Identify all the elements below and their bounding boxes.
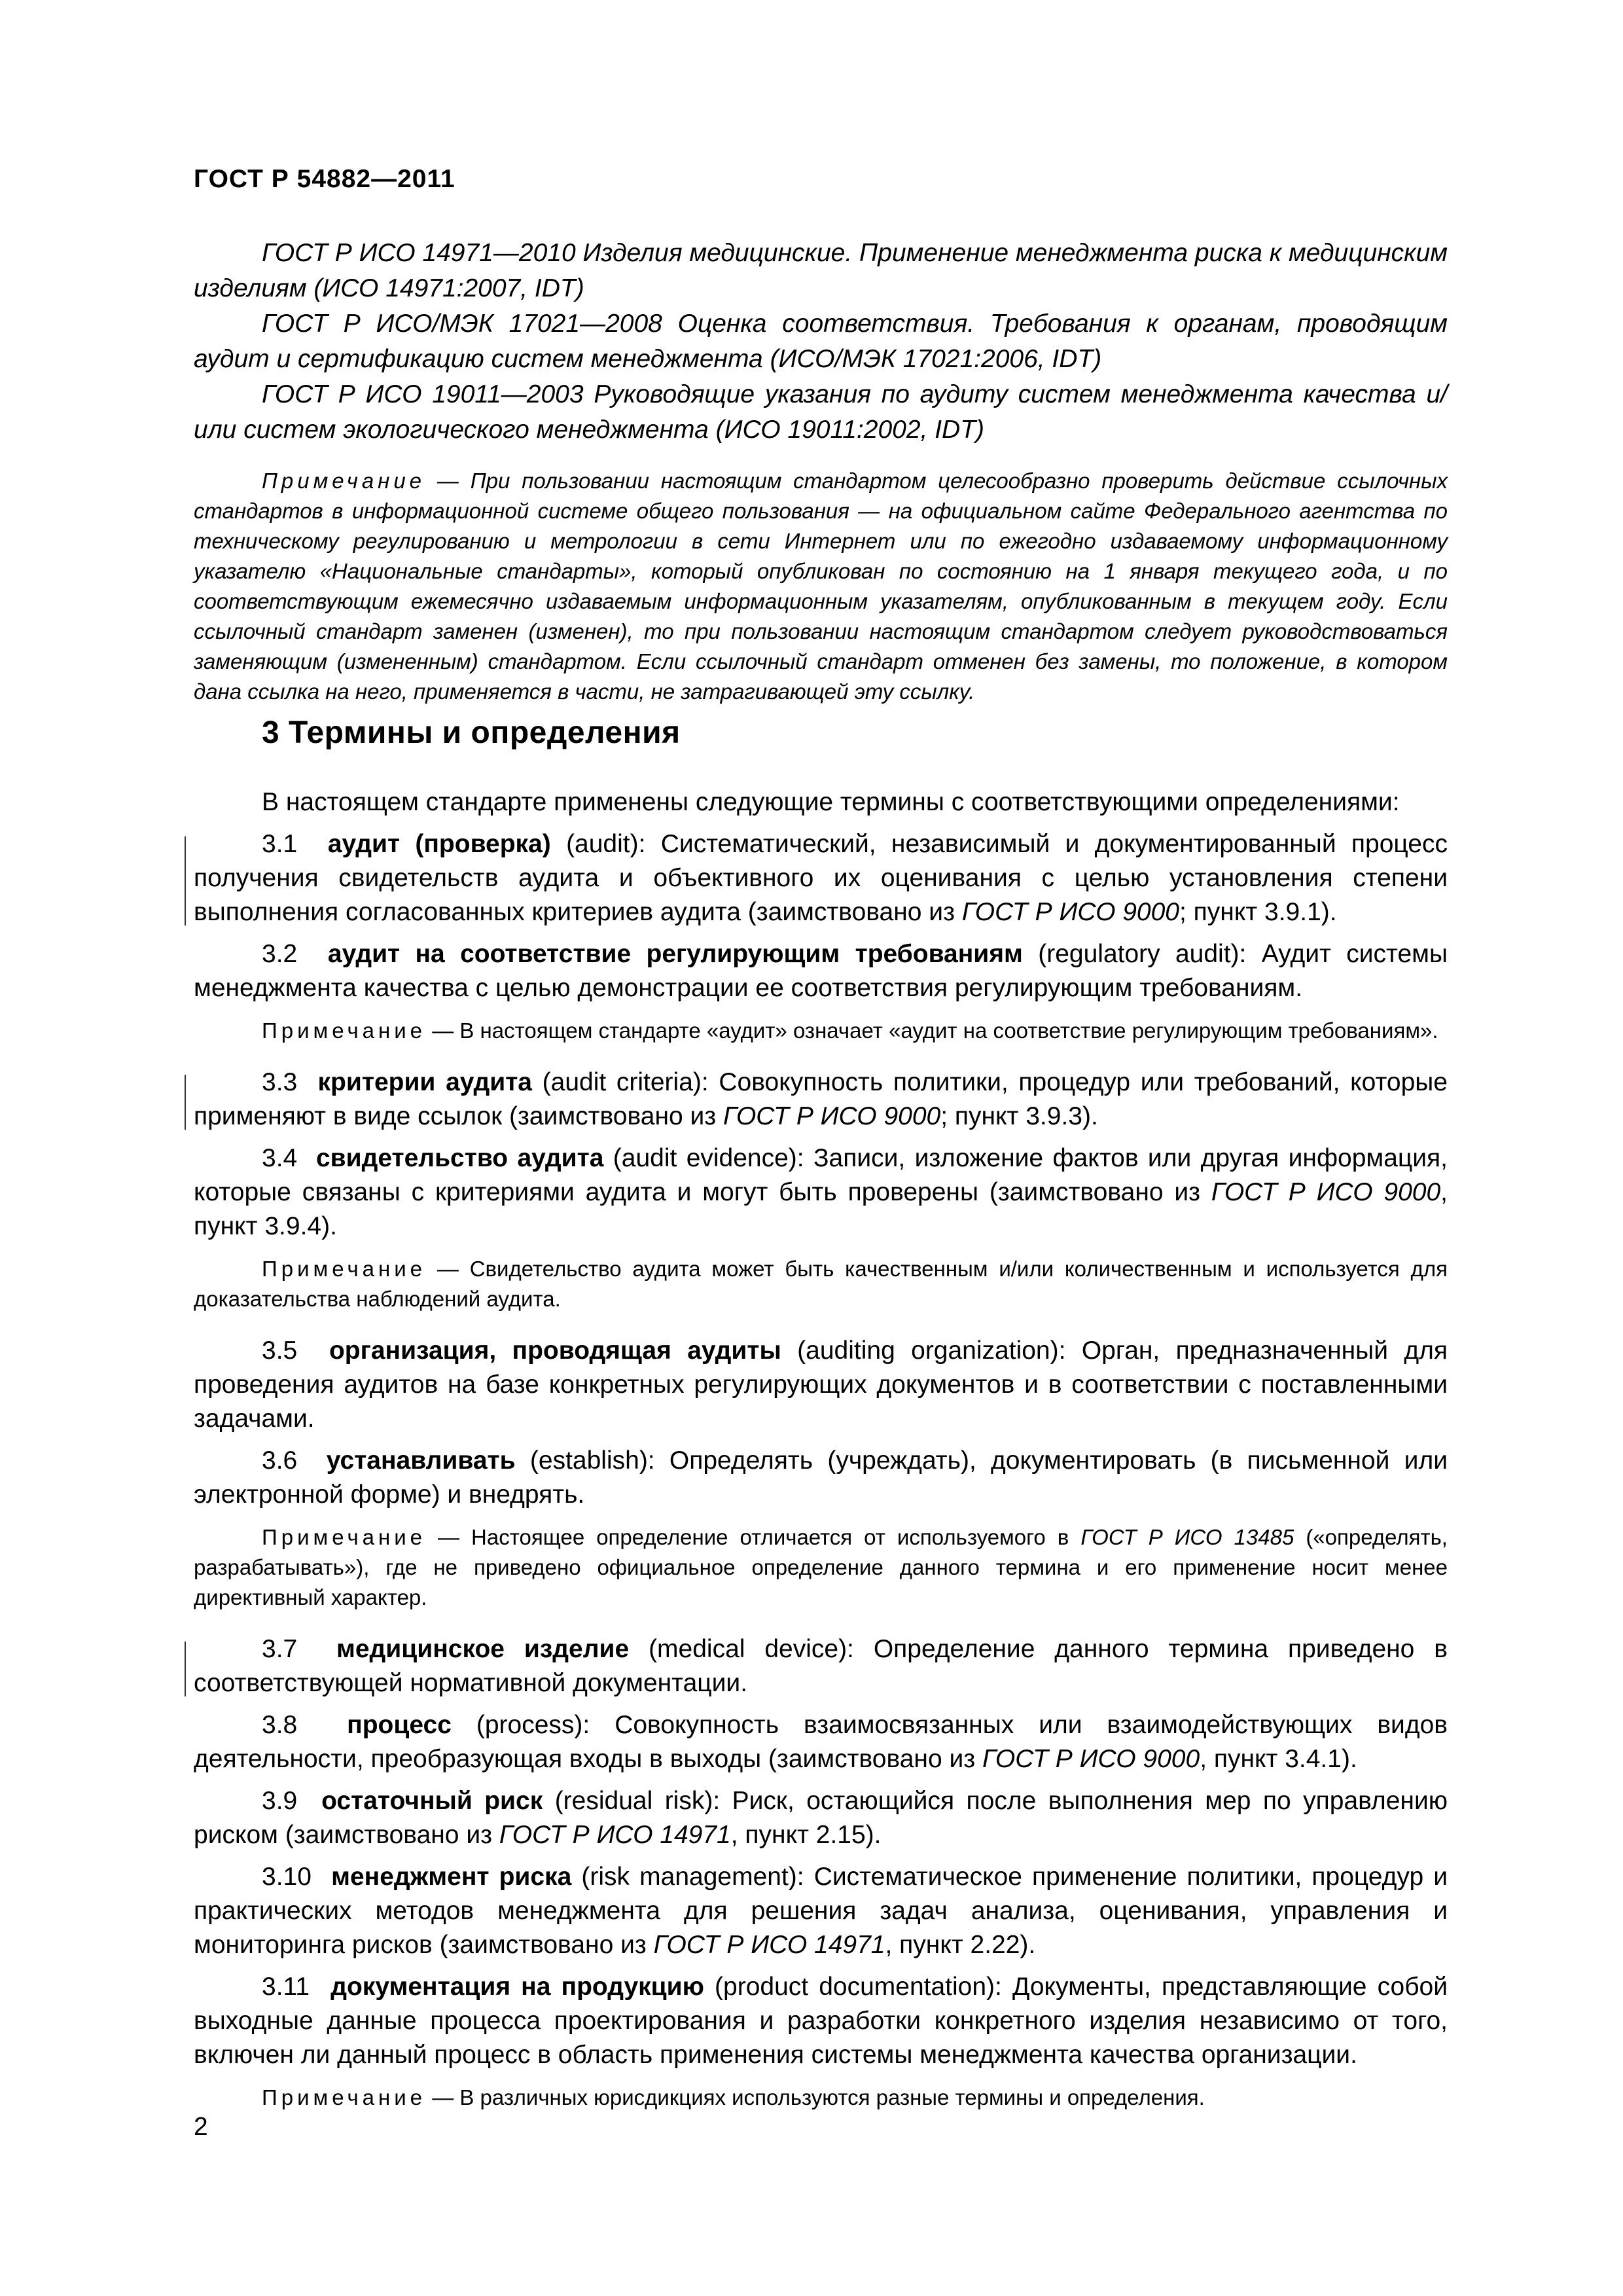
standard-ref: ГОСТ Р ИСО 9000: [982, 1745, 1200, 1773]
term-note: Примечание — В различных юрисдикциях используются разные термины и определения.: [262, 2085, 1205, 2109]
term-3-1: 3.1 аудит (проверка) (audit): Систематический, независимый и документированный процесс получения свидетельств аудита и объективного их оценивания с целью установления степени выполнения согласованных критериев аудита (заимствовано из ГОСТ Р ИСО 9000; пункт 3.9.1).: [194, 827, 1448, 929]
normative-references: [194, 236, 1448, 707]
term-title: свидетельство аудита: [315, 1144, 604, 1172]
page-number: 2: [194, 2113, 208, 2141]
term-title: документация на продукцию: [330, 1973, 704, 2001]
term-title: медицинское изделие: [336, 1635, 630, 1663]
note-label: Примечание: [262, 469, 426, 493]
term-3-7: 3.7 медицинское изделие (medical device): Определение данного термина приведено в соответствующей нормативной документации.: [194, 1632, 1448, 1700]
term-title: процесс: [347, 1711, 452, 1739]
term-title: аудит на соответствие регулирующим требованиям: [327, 940, 1023, 968]
term-title: аудит (проверка): [327, 830, 551, 858]
term-title: организация, проводящая аудиты: [329, 1336, 781, 1365]
term-title: критерии аудита: [317, 1068, 532, 1096]
term-3-4: 3.4 свидетельство аудита (audit evidence): Записи, изложение фактов или другая информация, которые связаны с критериями аудита и могут быть проверены (заимствовано из ГОСТ Р ИСО 9000, пункт 3.9.4).: [194, 1144, 1448, 1240]
term-title: устанавливать: [326, 1446, 516, 1475]
section-title: 3 Термины и определения: [262, 715, 681, 750]
terms-intro: В настоящем стандарте применены следующие термины с соответствующими определениями:: [262, 788, 1400, 816]
note-text: — При пользовании настоящим стандартом целесообразно проверить действие ссылочных стандартов в информационной системе общего пользования — на официальном сайте Федерального агентства по техническому регулированию и метрологии в сети Интернет или по ежегодно издаваемому информационному указателю «Национальные стандарты», который опубликован по состоянию на 1 января текущего года, и по соответствующим ежемесячно издаваемым информационным указателям, опубликованным в текущем году. Если ссылочный стандарт заменен (изменен), то при пользовании настоящим стандартом следует руководствоваться заменяющим (измененным) стандартом. Если ссылочный стандарт отменен без замены, то положение, в котором дана ссылка на него, применяется в части, не затрагивающей эту ссылку.: [194, 469, 1448, 704]
term-3-5: 3.5 организация, проводящая аудиты (auditing organization): Орган, предназначенный для проведения аудитов на базе конкретных регулирующих документов и в соответствии с поставленными задачами.: [194, 1336, 1448, 1433]
standard-ref: ГОСТ Р ИСО 14971: [499, 1821, 731, 1849]
standard-ref: ГОСТ Р ИСО 14971: [653, 1931, 885, 1959]
document-header: ГОСТ Р 54882—2011: [194, 165, 455, 193]
standard-ref: ГОСТ Р ИСО 9000: [1211, 1178, 1441, 1206]
reference-item: ГОСТ Р ИСО 19011—2003 Руководящие указания по аудиту систем менеджмента качества и/или систем экологического менеджмента (ИСО 19011:2002, IDT): [194, 380, 1448, 444]
term-note: Примечание — Свидетельство аудита может быть качественным и/или количественным и используется для доказательства наблюдений аудита.: [194, 1257, 1448, 1311]
term-3-8: 3.8 процесс (process): Совокупность взаимосвязанных или взаимодействующих видов деятельности, преобразующая входы в выходы (заимствовано из ГОСТ Р ИСО 9000, пункт 3.4.1).: [194, 1711, 1448, 1773]
reference-item: ГОСТ Р ИСО 14971—2010 Изделия медицинские. Применение менеджмента риска к медицинским изделиям (ИСО 14971:2007, IDT): [194, 239, 1448, 302]
term-title: остаточный риск: [321, 1787, 543, 1815]
term-3-9: 3.9 остаточный риск (residual risk): Риск, остающийся после выполнения мер по управлению риском (заимствовано из ГОСТ Р ИСО 14971, пункт 2.15).: [194, 1787, 1448, 1849]
standard-ref: ГОСТ Р ИСО 13485: [1080, 1525, 1294, 1549]
reference-item: ГОСТ Р ИСО/МЭК 17021—2008 Оценка соответствия. Требования к органам, проводящим аудит и сертификацию систем менеджмента (ИСО/МЭК 17021:2006, IDT): [194, 310, 1448, 373]
term-note: Примечание — В настоящем стандарте «аудит» означает «аудит на соответствие регулирующим требованиям».: [262, 1018, 1438, 1043]
term-title: менеджмент риска: [331, 1863, 572, 1891]
references-note: [194, 466, 1448, 707]
term-3-10: 3.10 менеджмент риска (risk management): Систематическое применение политики, процедур и практических методов менеджмента для решения задач анализа, оценивания, управления и мониторинга рисков (заимствовано из ГОСТ Р ИСО 14971, пункт 2.22).: [194, 1863, 1448, 1959]
term-3-6: 3.6 устанавливать (establish): Определять (учреждать), документировать (в письменной или электронной форме) и внедрять.: [194, 1446, 1448, 1509]
term-3-11: 3.11 документация на продукцию (product documentation): Документы, представляющие собой выходные данные процесса проектирования и разработки конкретного изделия независимо от того, включен ли данный процесс в область применения системы менеджмента качества организации.: [194, 1973, 1448, 2069]
term-3-2: 3.2 аудит на соответствие регулирующим требованиям (regulatory audit): Аудит системы менеджмента качества с целью демонстрации ее соответствия регулирующим требованиям.: [194, 940, 1448, 1002]
terms-list: [194, 785, 1448, 2132]
term-note: Примечание — Настоящее определение отличается от используемого в ГОСТ Р ИСО 13485 («определять, разрабатывать»), где не приведено официальное определение данного термина и его применение носит менее директивный характер.: [194, 1525, 1448, 1609]
standard-ref: ГОСТ Р ИСО 9000: [723, 1102, 941, 1130]
term-3-3: 3.3 критерии аудита (audit criteria): Совокупность политики, процедур или требований, которые применяют в виде ссылок (заимствовано из ГОСТ Р ИСО 9000; пункт 3.9.3).: [194, 1066, 1448, 1134]
standard-ref: ГОСТ Р ИСО 9000: [961, 898, 1179, 926]
